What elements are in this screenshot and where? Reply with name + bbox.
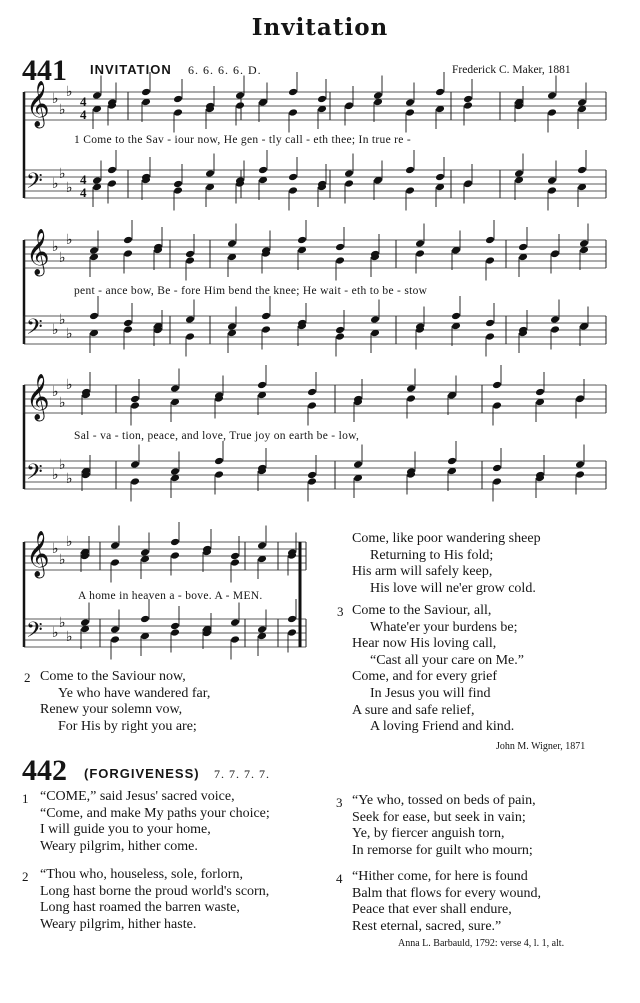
note-head <box>257 381 267 390</box>
note-head <box>107 179 117 188</box>
verse-line: Renew your solemn vow, <box>40 702 183 718</box>
verse-line: Hear now His loving call, <box>352 636 497 652</box>
flat-icon: ♭ <box>59 615 66 631</box>
lyrics-line-4: A home in heaven a - bove. A - MEN. <box>78 590 263 602</box>
verse-line: “Come, and make My paths your choice; <box>40 805 270 821</box>
note-head <box>405 186 415 195</box>
note-head <box>344 169 354 178</box>
note-head <box>235 91 245 100</box>
bass-clef-icon: 𝄢 <box>26 169 43 199</box>
note-head <box>492 401 502 410</box>
flat-icon: ♭ <box>52 625 59 641</box>
verse-line: Ye, by fiercer anguish torn, <box>352 826 505 842</box>
flat-icon: ♭ <box>66 377 73 393</box>
note-head <box>110 541 120 550</box>
verse-4-number: 4 <box>336 871 343 886</box>
note-head <box>110 625 120 634</box>
note-head <box>344 179 354 188</box>
verse-line: Weary pilgrim, hither come. <box>40 838 198 854</box>
note-head <box>463 179 473 188</box>
flat-icon: ♭ <box>59 250 66 266</box>
note-head <box>92 176 102 185</box>
hymn-441-tune: INVITATION <box>90 62 172 77</box>
note-head <box>579 239 589 248</box>
verse-line: “COME,” said Jesus' sacred voice, <box>40 789 235 804</box>
hymn-442-meter: 7. 7. 7. 7. <box>214 767 270 781</box>
flat-icon: ♭ <box>66 471 73 487</box>
note-head <box>123 249 133 258</box>
hymn-442-title: (FORGIVENESS) <box>84 766 200 781</box>
time-signature: 4 <box>80 107 87 122</box>
verse-line: Peace that ever shall endure, <box>352 902 512 918</box>
verse-line: Come, and for every grief <box>352 669 497 685</box>
verse-3-number: 3 <box>336 795 343 810</box>
note-head <box>173 95 183 104</box>
note-head <box>173 186 183 195</box>
flat-icon: ♭ <box>59 166 66 182</box>
hymn-441-number: 441 <box>22 54 67 87</box>
note-head <box>170 628 180 637</box>
note-head <box>492 381 502 390</box>
note-head <box>577 166 587 175</box>
note-head <box>170 551 180 560</box>
note-head <box>140 548 150 557</box>
note-head <box>415 239 425 248</box>
hymn-441-composer: Frederick C. Maker, 1881 <box>452 64 571 76</box>
note-head <box>535 388 545 397</box>
note-head <box>406 384 416 393</box>
note-head <box>547 186 557 195</box>
note-head <box>288 108 298 117</box>
note-head <box>415 249 425 258</box>
verse-line: A sure and safe relief, <box>352 702 475 718</box>
note-head <box>230 635 240 644</box>
note-head <box>170 538 180 547</box>
verse-line: Balm that flows for every wound, <box>352 885 541 901</box>
flat-icon: ♭ <box>66 629 73 645</box>
note-head <box>451 312 461 321</box>
flat-icon: ♭ <box>52 176 59 192</box>
note-head <box>335 326 345 335</box>
note-head <box>405 166 415 175</box>
note-head <box>463 95 473 104</box>
verse-line: I will guide you to your home, <box>40 822 211 838</box>
note-head <box>173 108 183 117</box>
verse-3-number: 3 <box>337 604 344 619</box>
verse-line: In remorse for guilt who mourn; <box>352 842 533 858</box>
note-head <box>307 477 317 486</box>
flat-icon: ♭ <box>52 239 59 255</box>
note-head <box>140 615 150 624</box>
note-head <box>173 180 183 189</box>
note-head <box>261 312 271 321</box>
page-header: Invitation <box>251 14 389 41</box>
verse-line: “Thou who, houseless, sole, forlorn, <box>40 867 243 882</box>
verse-line: “Cast all your care on Me.” <box>370 652 524 668</box>
verse-line: Whate'er your burdens be; <box>370 619 518 635</box>
note-head <box>577 98 587 107</box>
treble-clef-icon: 𝄞 <box>26 229 50 275</box>
treble-clef-icon: 𝄞 <box>26 81 50 127</box>
note-head <box>435 88 445 97</box>
hymn-442-number: 442 <box>22 754 67 787</box>
time-signature: 4 <box>80 185 87 200</box>
hymn-442-verse-3 <box>352 793 536 859</box>
flat-icon: ♭ <box>52 541 59 557</box>
note-head <box>550 325 560 334</box>
note-head <box>405 98 415 107</box>
note-head <box>344 101 354 110</box>
note-head <box>230 558 240 567</box>
hymn-442-verse-4 <box>352 869 541 935</box>
flat-icon: ♭ <box>66 84 73 100</box>
flat-icon: ♭ <box>52 322 59 338</box>
verse-line: In Jesus you will find <box>370 685 491 701</box>
hymn-442-verse-2 <box>40 867 269 933</box>
hymn-442-author: Anna L. Barbauld, 1792: verse 4, l. 1, alt. <box>398 938 565 949</box>
bass-clef-icon: 𝄢 <box>26 315 43 345</box>
verse-line: Come, like poor wandering sheep <box>352 531 541 546</box>
note-head <box>547 176 557 185</box>
flat-icon: ♭ <box>66 326 73 342</box>
note-head <box>575 394 585 403</box>
note-head <box>547 91 557 100</box>
note-head <box>185 256 195 265</box>
note-head <box>130 477 140 486</box>
bass-clef-icon: 𝄢 <box>26 618 43 648</box>
verse-line: “Hither come, for here is found <box>352 869 528 884</box>
note-head <box>287 615 297 624</box>
verse-line: His arm will safely keep, <box>352 564 493 580</box>
note-head <box>575 470 585 479</box>
note-head <box>170 622 180 631</box>
hymn-441-verse-2-continued <box>352 531 541 597</box>
note-head <box>287 628 297 637</box>
note-head <box>492 477 502 486</box>
note-head <box>485 256 495 265</box>
note-head <box>89 312 99 321</box>
flat-icon: ♭ <box>59 395 66 411</box>
note-head <box>89 246 99 255</box>
lyrics-line-1: 1 Come to the Sav - iour now, He gen - tly call - eth thee; In true re - <box>74 134 412 146</box>
verse-line: Returning to His fold; <box>370 547 494 563</box>
note-head <box>141 88 151 97</box>
lyrics-line-3: Sal - va - tion, peace, and love, True joy on earth be - low, <box>74 430 360 442</box>
note-head <box>130 395 140 404</box>
bass-clef-icon: 𝄢 <box>26 460 43 490</box>
note-head <box>447 457 457 466</box>
note-head <box>463 101 473 110</box>
note-head <box>492 464 502 473</box>
note-head <box>130 460 140 469</box>
hymn-441-meter: 6. 6. 6. 6. D. <box>188 63 262 77</box>
note-head <box>370 315 380 324</box>
flat-icon: ♭ <box>59 457 66 473</box>
note-head <box>353 460 363 469</box>
verse-line: Rest eternal, sacred, sure.” <box>352 918 502 934</box>
note-head <box>485 319 495 328</box>
note-head <box>258 166 268 175</box>
verse-line: Come to the Saviour now, <box>40 669 186 684</box>
note-head <box>485 332 495 341</box>
note-head <box>485 236 495 245</box>
note-head <box>107 166 117 175</box>
note-head <box>214 470 224 479</box>
verse-line: Ye who have wandered far, <box>58 685 211 701</box>
treble-clef-icon: 𝄞 <box>26 531 50 577</box>
verse-2-number: 2 <box>24 670 31 685</box>
flat-icon: ♭ <box>59 312 66 328</box>
note-head <box>550 249 560 258</box>
verse-line: Come to the Saviour, all, <box>352 603 492 618</box>
verse-line: Long hast borne the proud world's scorn, <box>40 883 270 899</box>
time-signature: 4 <box>80 172 87 187</box>
note-head <box>373 91 383 100</box>
time-signature: 4 <box>80 94 87 109</box>
note-head <box>547 108 557 117</box>
verse-1-number: 1 <box>22 791 29 806</box>
verse-line: Weary pilgrim, hither haste. <box>40 916 197 932</box>
note-head <box>185 250 195 259</box>
note-head <box>92 91 102 100</box>
note-head <box>130 401 140 410</box>
lyrics-line-2: pent - ance bow, Be - fore Him bend the knee; He wait - eth to be - stow <box>74 285 428 297</box>
note-head <box>518 243 528 252</box>
note-head <box>406 394 416 403</box>
note-head <box>288 88 298 97</box>
note-head <box>514 169 524 178</box>
note-head <box>227 322 237 331</box>
note-head <box>230 552 240 561</box>
note-head <box>550 315 560 324</box>
note-head <box>575 460 585 469</box>
note-head <box>297 236 307 245</box>
note-head <box>307 401 317 410</box>
verse-line: Long hast roamed the barren waste, <box>40 900 240 916</box>
note-head <box>288 186 298 195</box>
treble-clef-icon: 𝄞 <box>26 374 50 420</box>
note-head <box>288 173 298 182</box>
note-head <box>335 243 345 252</box>
hymn-441-verse-3 <box>352 603 524 736</box>
note-head <box>170 384 180 393</box>
note-head <box>335 332 345 341</box>
flat-icon: ♭ <box>66 180 73 196</box>
verse-line: Seek for ease, but seek in vain; <box>352 809 526 825</box>
verse-line: “Ye who, tossed on beds of pain, <box>352 793 536 808</box>
note-head <box>435 173 445 182</box>
note-head <box>307 388 317 397</box>
note-head <box>123 319 133 328</box>
note-head <box>123 236 133 245</box>
flat-icon: ♭ <box>59 102 66 118</box>
note-head <box>205 169 215 178</box>
note-head <box>235 101 245 110</box>
verse-2-number: 2 <box>22 869 29 884</box>
note-head <box>317 95 327 104</box>
note-head <box>230 618 240 627</box>
note-head <box>335 256 345 265</box>
note-head <box>110 558 120 567</box>
note-head <box>214 457 224 466</box>
note-head <box>123 325 133 334</box>
note-head <box>185 332 195 341</box>
note-head <box>227 239 237 248</box>
flat-icon: ♭ <box>66 534 73 550</box>
note-head <box>307 471 317 480</box>
note-head <box>110 635 120 644</box>
verse-line: For His by right you are; <box>58 718 197 734</box>
hymn-441-verse-2 <box>40 669 210 735</box>
note-head <box>185 315 195 324</box>
flat-icon: ♭ <box>59 552 66 568</box>
verse-line: His love will ne'er grow cold. <box>370 580 536 596</box>
verse-line: A loving Friend and kind. <box>370 719 515 735</box>
flat-icon: ♭ <box>52 467 59 483</box>
flat-icon: ♭ <box>66 232 73 248</box>
flat-icon: ♭ <box>52 91 59 107</box>
note-head <box>80 618 90 627</box>
note-head <box>257 625 267 634</box>
note-head <box>405 108 415 117</box>
flat-icon: ♭ <box>52 384 59 400</box>
hymn-442-verse-1 <box>40 789 270 855</box>
note-head <box>257 541 267 550</box>
note-head <box>170 467 180 476</box>
hymn-441-author: John M. Wigner, 1871 <box>496 741 586 752</box>
note-head <box>261 325 271 334</box>
